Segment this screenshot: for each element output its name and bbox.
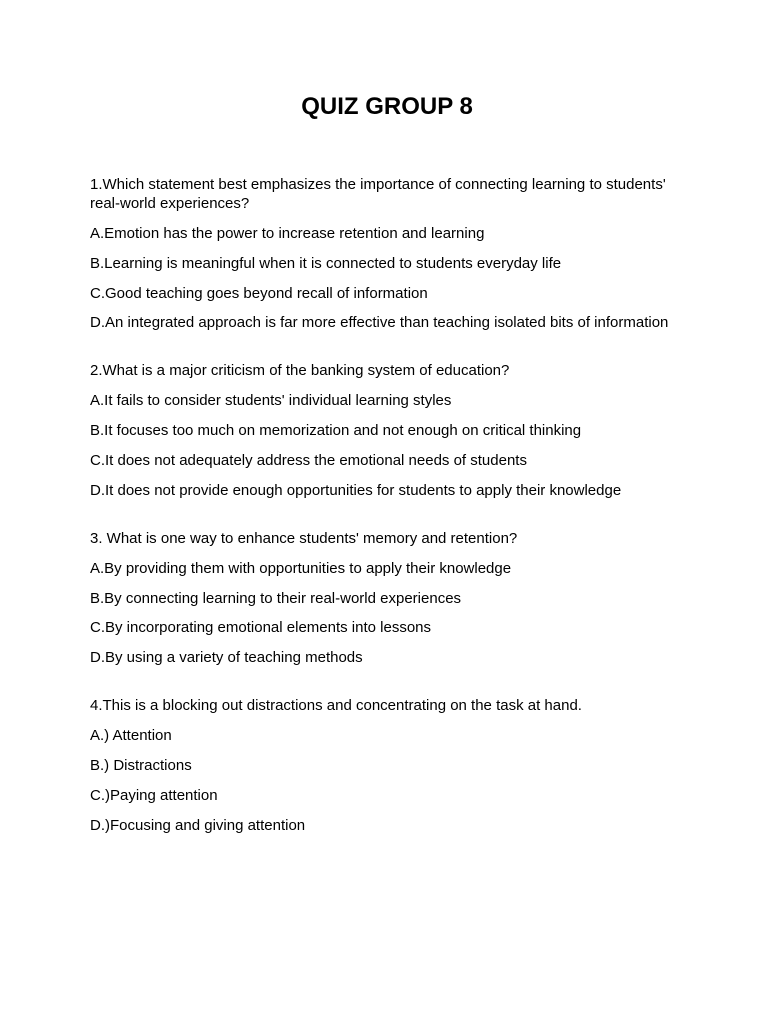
question-text-4: 4.This is a blocking out distractions and concentrating on the task at hand. — [90, 697, 582, 715]
question-2-option-a: A.It fails to consider students' individual learning styles — [90, 392, 452, 410]
question-1-option-c: C.Good teaching goes beyond recall of information — [90, 284, 428, 302]
question-3-option-d: D.By using a variety of teaching methods — [90, 649, 363, 667]
question-text-3: 3. What is one way to enhance students' memory and retention? — [90, 529, 518, 547]
question-4-option-a: A.) Attention — [90, 727, 172, 745]
question-text-1: 1.Which statement best emphasizes the importance of connecting learning to students' real-world experiences? — [90, 176, 666, 212]
question-block-2 — [90, 361, 678, 499]
question-block-1 — [90, 175, 678, 332]
question-4-option-c: C.)Paying attention — [90, 786, 218, 804]
question-4-option-d: D.)Focusing and giving attention — [90, 816, 306, 834]
question-block-3 — [90, 529, 678, 667]
question-2-option-b: B.It focuses too much on memorization and not enough on critical thinking — [90, 422, 582, 440]
question-1-option-b: B.Learning is meaningful when it is connected to students everyday life — [90, 254, 562, 272]
question-block-4 — [90, 696, 678, 834]
question-text-2: 2.What is a major criticism of the banking system of education? — [90, 362, 510, 380]
page-title: QUIZ GROUP 8 — [301, 93, 473, 120]
question-1-option-a: A.Emotion has the power to increase retention and learning — [90, 225, 485, 242]
question-1-option-d: D.An integrated approach is far more effective than teaching isolated bits of information — [90, 314, 669, 332]
question-2-option-d: D.It does not provide enough opportunities for students to apply their knowledge — [90, 481, 622, 499]
question-3-option-a: A.By providing them with opportunities to apply their knowledge — [90, 559, 512, 577]
question-2-option-c: C.It does not adequately address the emotional needs of students — [90, 451, 527, 469]
question-3-option-c: C.By incorporating emotional elements into lessons — [90, 619, 432, 637]
question-4-option-b: B.) Distractions — [90, 756, 192, 774]
question-3-option-b: B.By connecting learning to their real-world experiences — [90, 589, 462, 607]
